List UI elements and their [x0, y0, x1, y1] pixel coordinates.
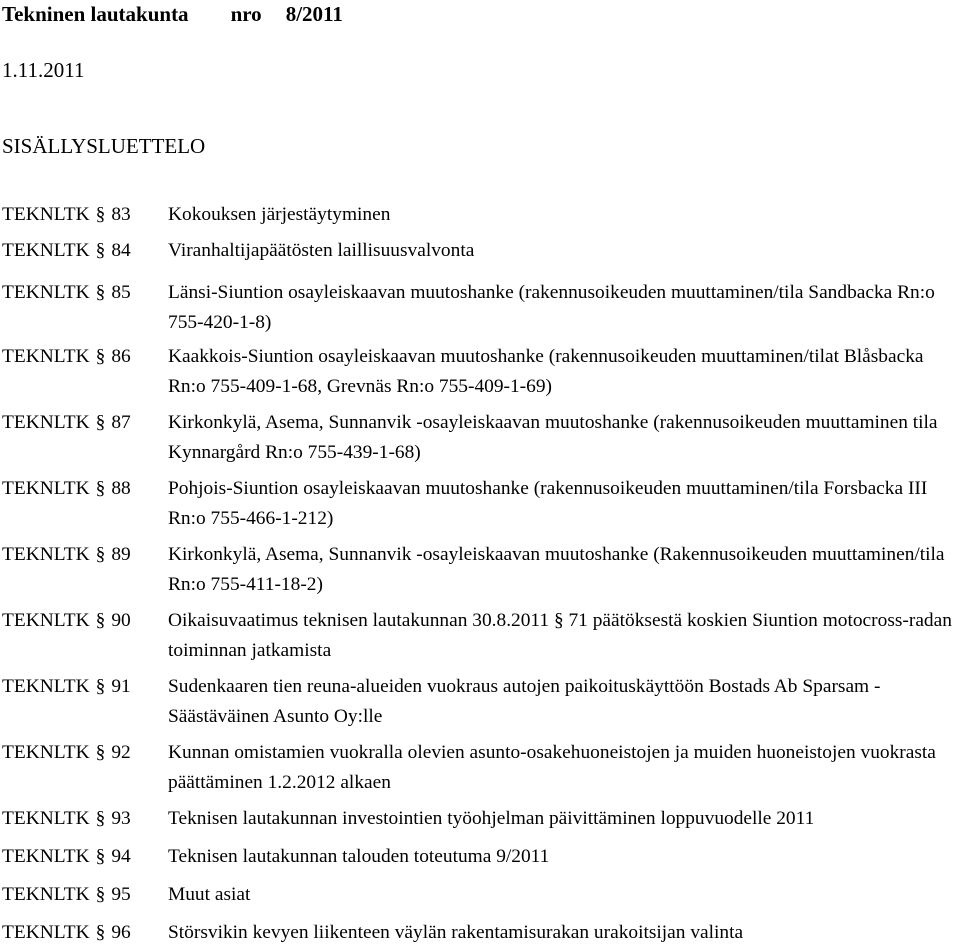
section-sign: §	[95, 240, 106, 261]
entry-code-label: TEKNLTK	[2, 610, 90, 631]
entry-number: 86	[111, 346, 131, 367]
nro-label: nro	[230, 2, 262, 26]
section-sign: §	[95, 846, 106, 867]
toc-entry-code	[2, 236, 131, 266]
entry-code-label: TEKNLTK	[2, 742, 90, 763]
entry-number: 92	[111, 742, 131, 763]
section-sign: §	[95, 884, 106, 905]
toc-entry	[2, 918, 958, 948]
entry-number: 91	[111, 676, 131, 697]
entry-number: 90	[111, 610, 131, 631]
entry-title: Pohjois-Siuntion osayleiskaavan muutoshanke (rakennusoikeuden muuttaminen/tila Forsbacka III Rn:o 755-466-1-212)	[168, 478, 928, 529]
entry-code-label: TEKNLTK	[2, 282, 90, 303]
entry-title: Muut asiat	[168, 884, 251, 905]
toc-entry-code	[2, 880, 131, 910]
toc-entry	[2, 540, 958, 599]
nro-value: 8/2011	[285, 2, 343, 26]
section-sign: §	[95, 282, 106, 303]
toc-entry	[2, 236, 958, 266]
toc-title: SISÄLLYSLUETTELO	[2, 134, 206, 158]
entry-number: 85	[111, 282, 131, 303]
entry-code-label: TEKNLTK	[2, 808, 90, 829]
board-name: Tekninen lautakunta	[2, 2, 189, 26]
toc-entry	[2, 804, 958, 834]
entry-number: 95	[111, 884, 131, 905]
section-sign: §	[95, 742, 106, 763]
entry-code-label: TEKNLTK	[2, 240, 90, 261]
entry-code-label: TEKNLTK	[2, 478, 90, 499]
entry-number: 83	[111, 204, 131, 225]
entry-title: Sudenkaaren tien reuna-alueiden vuokraus autojen paikoituskäyttöön Bostads Ab Sparsam - Säästäväinen Asunto Oy:lle	[168, 676, 881, 727]
toc-entry	[2, 342, 958, 401]
toc-entry-code	[2, 738, 131, 768]
entry-code-label: TEKNLTK	[2, 412, 90, 433]
entry-title: Kaakkois-Siuntion osayleiskaavan muutoshanke (rakennusoikeuden muuttaminen/tilat Blåsbacka Rn:o 755-409-1-68, Grevnäs Rn:o 755-409-1-69)	[168, 346, 924, 397]
toc-entry	[2, 672, 958, 731]
entry-number: 94	[111, 846, 131, 867]
entry-code-label: TEKNLTK	[2, 544, 90, 565]
section-sign: §	[95, 676, 106, 697]
entry-number: 89	[111, 544, 131, 565]
entry-number: 93	[111, 808, 131, 829]
section-sign: §	[95, 412, 106, 433]
section-sign: §	[95, 544, 106, 565]
toc-entry-code	[2, 804, 131, 834]
entry-title: Kirkonkylä, Asema, Sunnanvik -osayleiskaavan muutoshanke (Rakennusoikeuden muuttaminen/tila Rn:o 755-411-18-2)	[168, 544, 945, 595]
section-sign: §	[95, 346, 106, 367]
entry-title: Teknisen lautakunnan investointien työohjelman päivittäminen loppuvuodelle 2011	[168, 808, 815, 829]
entry-code-label: TEKNLTK	[2, 204, 90, 225]
entry-code-label: TEKNLTK	[2, 922, 90, 943]
entry-number: 84	[111, 240, 131, 261]
toc-entry-code	[2, 408, 131, 438]
toc-entry-code	[2, 540, 131, 570]
entry-title: Störsvikin kevyen liikenteen väylän rakentamisurakan urakoitsijan valinta	[168, 922, 744, 943]
entry-number: 96	[111, 922, 131, 943]
entry-title: Teknisen lautakunnan talouden toteutuma 9/2011	[168, 846, 550, 867]
toc-entry-code	[2, 474, 131, 504]
toc-entry	[2, 408, 958, 467]
toc-entry-code	[2, 606, 131, 636]
entry-title: Oikaisuvaatimus teknisen lautakunnan 30.8.2011 § 71 päätöksestä koskien Siuntion motocross-radan toiminnan jatkamista	[168, 610, 952, 661]
toc-entry-code	[2, 672, 131, 702]
toc-entry	[2, 738, 958, 797]
toc-entry-code	[2, 342, 131, 372]
toc-entry	[2, 842, 958, 872]
toc-entry	[2, 606, 958, 665]
entry-title: Kunnan omistamien vuokralla olevien asunto-osakehuoneistojen ja muiden huoneistojen vuokrasta päättäminen 1.2.2012 alkaen	[168, 742, 936, 793]
section-sign: §	[95, 204, 106, 225]
section-sign: §	[95, 922, 106, 943]
toc-entry-code	[2, 842, 131, 872]
entry-number: 88	[111, 478, 131, 499]
toc-entry	[2, 880, 958, 910]
toc-entry-code	[2, 278, 131, 308]
toc-entry	[2, 278, 958, 337]
entry-title: Viranhaltijapäätösten laillisuusvalvonta	[168, 240, 475, 261]
toc-entry	[2, 474, 958, 533]
section-sign: §	[95, 478, 106, 499]
entry-code-label: TEKNLTK	[2, 676, 90, 697]
entry-code-label: TEKNLTK	[2, 884, 90, 905]
meeting-date: 1.11.2011	[2, 58, 85, 82]
document-header	[2, 0, 343, 28]
toc-entry-code	[2, 200, 131, 230]
entry-code-label: TEKNLTK	[2, 846, 90, 867]
section-sign: §	[95, 610, 106, 631]
entry-title: Länsi-Siuntion osayleiskaavan muutoshanke (rakennusoikeuden muuttaminen/tila Sandbacka Rn:o 755-420-1-8)	[168, 282, 935, 333]
section-sign: §	[95, 808, 106, 829]
toc-entry-code	[2, 918, 131, 948]
entry-number: 87	[111, 412, 131, 433]
entry-code-label: TEKNLTK	[2, 346, 90, 367]
toc-entry	[2, 200, 958, 230]
entry-title: Kirkonkylä, Asema, Sunnanvik -osayleiskaavan muutoshanke (rakennusoikeuden muuttaminen tila Kynnargård Rn:o 755-439-1-68)	[168, 412, 938, 463]
entry-title: Kokouksen järjestäytyminen	[168, 204, 391, 225]
